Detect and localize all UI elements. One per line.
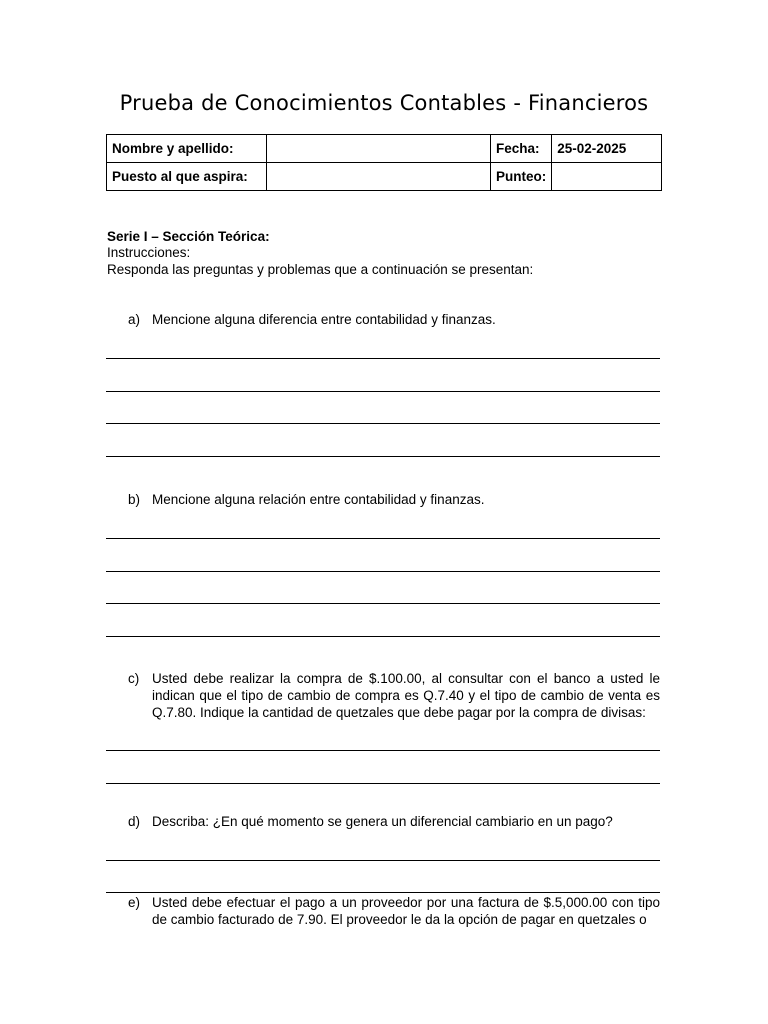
answer-line[interactable] — [106, 571, 660, 572]
answer-line[interactable] — [106, 860, 660, 861]
question-e — [107, 894, 660, 928]
question-label: d) — [128, 814, 141, 829]
question-b — [107, 491, 660, 508]
question-label: b) — [128, 492, 141, 507]
position-label: Puesto al que aspira: — [107, 163, 267, 191]
answer-line[interactable] — [106, 892, 660, 893]
score-field[interactable] — [552, 163, 662, 191]
name-label: Nombre y apellido: — [107, 135, 267, 163]
instructions-text: Responda las preguntas y problemas que a continuación se presentan: — [107, 262, 534, 277]
question-c — [107, 670, 660, 721]
question-text: Mencione alguna diferencia entre contabilidad y finanzas. — [152, 312, 496, 327]
score-label: Punteo: — [491, 163, 552, 191]
answer-line[interactable] — [106, 636, 660, 637]
date-label: Fecha: — [491, 135, 552, 163]
question-text: Usted debe efectuar el pago a un proveedor por una factura de $.5,000.00 con tipo de cambio facturado de 7.90. El proveedor le da la opción de pagar en quetzales o — [152, 895, 660, 927]
question-label: e) — [128, 895, 141, 910]
question-text: Mencione alguna relación entre contabilidad y finanzas. — [152, 492, 485, 507]
position-field[interactable] — [267, 163, 491, 191]
candidate-info-table — [106, 134, 662, 191]
answer-line[interactable] — [106, 423, 660, 424]
question-label: c) — [128, 671, 140, 686]
question-d — [107, 813, 660, 830]
question-text: Usted debe realizar la compra de $.100.00, al consultar con el banco a usted le indican que el tipo de cambio de compra es Q.7.40 y el tipo de cambio de venta es Q.7.80. Indique la cantidad de quetzales que debe pagar por la compra de divisas: — [152, 671, 660, 720]
answer-line[interactable] — [106, 603, 660, 604]
instructions-label: Instrucciones: — [107, 245, 191, 260]
table-row — [107, 135, 662, 163]
question-a — [107, 311, 660, 328]
table-row — [107, 163, 662, 191]
answer-line[interactable] — [106, 358, 660, 359]
answer-line[interactable] — [106, 538, 660, 539]
date-value: 25-02-2025 — [552, 135, 662, 163]
answer-line[interactable] — [106, 456, 660, 457]
answer-line[interactable] — [106, 783, 660, 784]
answer-line[interactable] — [106, 391, 660, 392]
answer-line[interactable] — [106, 750, 660, 751]
name-field[interactable] — [267, 135, 491, 163]
section-heading: Serie I – Sección Teórica: — [107, 229, 270, 244]
question-label: a) — [128, 312, 141, 327]
question-text: Describa: ¿En qué momento se genera un diferencial cambiario en un pago? — [152, 814, 613, 829]
page-title: Prueba de Conocimientos Contables - Financieros — [119, 91, 649, 115]
